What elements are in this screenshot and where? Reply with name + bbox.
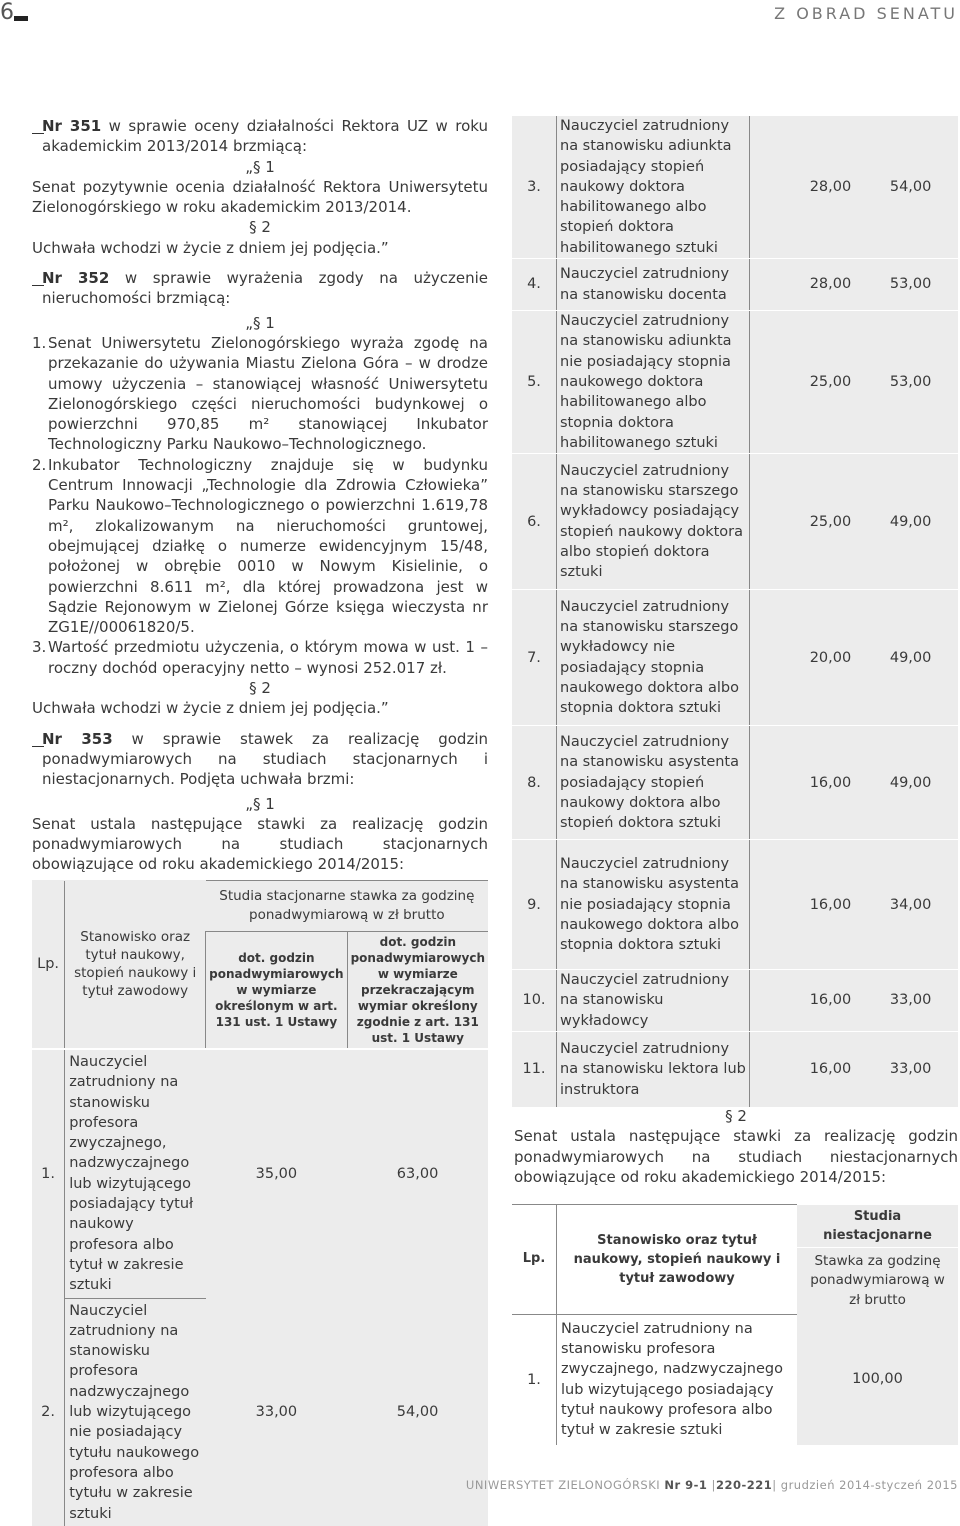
- cell-rate-b: 33,00: [863, 970, 958, 1032]
- cell-position: Nauczyciel zatrudniony na stanowisku asystenta nie posiadający stopnia naukowego doktora albo stopnia doktora sztuki: [557, 840, 750, 970]
- th-group: Studia stacjonarne stawka za godzinę ponadwymiarową w zł brutto: [206, 881, 488, 932]
- cell-lp: 9.: [512, 840, 557, 970]
- th-lp: Lp.: [32, 881, 65, 1050]
- table-row: [512, 259, 958, 311]
- cell-rate-a: 28,00: [750, 116, 864, 259]
- table-row: [512, 970, 958, 1032]
- rates-table-nonstationary: [512, 1204, 958, 1445]
- cell-rate-b: 54,00: [863, 116, 958, 259]
- item-number: 3.: [32, 638, 47, 657]
- res352-par2-heading: § 2: [249, 679, 271, 698]
- cell-position: Nauczyciel zatrudniony na stanowisku profesora nadzwyczajnego lub wizytującego nie posiadający tytułu naukowego profesora albo tytułu w zakresie sztuki: [65, 1298, 206, 1526]
- cell-rate-b: 53,00: [863, 311, 958, 454]
- cell-rate-b: 49,00: [863, 726, 958, 840]
- res352-nr: Nr 352: [42, 269, 110, 288]
- cell-position: Nauczyciel zatrudniony na stanowisku docenta: [557, 259, 750, 311]
- section2: [514, 1106, 958, 1187]
- res353-par1-heading: „§ 1: [245, 794, 275, 813]
- cell-rate-a: 25,00: [750, 311, 864, 454]
- cell-lp: 6.: [512, 454, 557, 590]
- footer-university: UNIWERSYTET ZIELONOGÓRSKI: [465, 1478, 661, 1492]
- cell-lp: 2.: [41, 1403, 56, 1420]
- th-col-a: dot. godzin ponadwymiarowych w wymiarze określonym w art. 131 ust. 1 Ustawy: [206, 932, 347, 1050]
- cell-rate-a: 20,00: [750, 590, 864, 726]
- cell-rate-b: 63,00: [396, 1166, 439, 1183]
- th-position: Stanowisko oraz tytuł naukowy, stopień naukowy i tytuł zawodowy: [65, 881, 206, 1050]
- res352-par1-heading: „§ 1: [245, 313, 275, 332]
- res352-par2: Uchwała wchodzi w życie z dniem jej podjęcia.”: [32, 699, 389, 718]
- rates-table-stationary: [32, 880, 488, 1526]
- res351-par1-heading: „§ 1: [245, 157, 275, 176]
- res351-par2: Uchwała wchodzi w życie z dniem jej podjęcia.”: [32, 238, 389, 257]
- item-text: Wartość przedmiotu użyczenia, o którym mowa w ust. 1 – roczny dochód operacyjny netto – wynosi 252.017 zł.: [48, 638, 488, 677]
- cell-position: Nauczyciel zatrudniony na stanowisku starszego wykładowcy posiadający stopień naukowy doktora albo stopień doktora sztuki: [557, 454, 750, 590]
- th-group: Studia niestacjonarne: [797, 1205, 958, 1248]
- res352-item: [32, 333, 488, 455]
- cell-rate-a: 35,00: [255, 1166, 298, 1183]
- footer-issue: Nr 9-1: [664, 1478, 708, 1492]
- cell-lp: 8.: [512, 726, 557, 840]
- section2-heading: § 2: [725, 1107, 747, 1125]
- item-number: 1.: [32, 333, 47, 352]
- cell-rate-a: 33,00: [255, 1403, 298, 1420]
- table-row: [512, 590, 958, 726]
- footer-date: grudzień 2014-styczeń 2015: [780, 1478, 958, 1492]
- table-row: [32, 1049, 488, 1298]
- footer-pages: 220-221: [715, 1478, 773, 1492]
- table-row: [512, 1032, 958, 1108]
- res352-title: [32, 268, 488, 309]
- cell-lp: 5.: [512, 311, 557, 454]
- cell-position: Nauczyciel zatrudniony na stanowisku profesora zwyczajnego, nadzwyczajnego lub wizytującego posiadający tytuł naukowy profesora albo tytuł w zakresie sztuki: [557, 1314, 798, 1445]
- th-rate: Stawka za godzinę ponadwymiarową w zł brutto: [797, 1247, 958, 1314]
- cell-rate-b: 33,00: [863, 1032, 958, 1108]
- item-number: 2.: [32, 455, 47, 474]
- th-position: Stanowisko oraz tytuł naukowy, stopień naukowy i tytuł zawodowy: [557, 1205, 798, 1315]
- cell-lp: 3.: [512, 116, 557, 259]
- table-row: [512, 116, 958, 259]
- res351-title-text: w sprawie oceny działalności Rektora UZ w roku akademickim 2013/2014 brzmiącą:: [42, 117, 488, 156]
- cell-lp: 10.: [512, 970, 557, 1032]
- res353-title: [32, 729, 488, 790]
- cell-rate-a: 16,00: [750, 970, 864, 1032]
- table-row: [512, 311, 958, 454]
- table-row: [32, 1298, 488, 1526]
- table-row: [512, 454, 958, 590]
- header-bar: [14, 16, 28, 21]
- res353-par1: Senat ustala następujące stawki za realizację godzin ponadwymiarowych na studiach stacjonarnych obowiązujące od roku akademickiego 2014/2015:: [32, 814, 488, 874]
- cell-rate: 100,00: [797, 1314, 958, 1445]
- cell-rate-a: 16,00: [750, 1032, 864, 1108]
- cell-position: Nauczyciel zatrudniony na stanowisku lektora lub instruktora: [557, 1032, 750, 1108]
- section2-text: Senat ustala następujące stawki za realizację godzin ponadwymiarowych na studiach niestacjonarnych obowiązujące od roku akademickiego 2014/2015:: [514, 1127, 958, 1186]
- item-text: Senat Uniwersytetu Zielonogórskiego wyraża zgodę na przekazanie do używania Miastu Zielona Góra – w drodze umowy użyczenia – stanowiącej własność Uniwersytetu Zielonogórskiego części nieruchomości budynkowej o powierzchni 970,85 m² stanowiącej Inkubator Technologiczny Parku Naukowo–Technologicznego.: [48, 333, 488, 454]
- res353-title-text: w sprawie stawek za realizację godzin ponadwymiarowych na studiach stacjonarnych i niestacjonarnych. Podjęta uchwała brzmi:: [42, 729, 488, 789]
- cell-position: Nauczyciel zatrudniony na stanowisku asystenta posiadający stopień naukowy doktora albo stopień doktora sztuki: [557, 726, 750, 840]
- item-text: Inkubator Technologiczny znajduje się w budynku Centrum Innowacji „Technologie dla Zdrowia Człowieka” Parku Naukowo–Technologicznego o powierzchni 1.619,78 m², zlokalizowanym na nieruchomości gruntowej, obejmującej działkę o numerze ewidencyjnym 15/48, położonej w obrębie 0010 w Nowym Kisielinie, o powierzchni 8.611 m², dla której prowadzona jest w Sądzie Rejonowym w Zielonej Górze księga wieczysta nr ZG1E//00061820/5.: [48, 455, 488, 637]
- cell-rate-a: 25,00: [750, 454, 864, 590]
- table-row: [512, 1314, 958, 1445]
- cell-rate-b: 49,00: [863, 590, 958, 726]
- res352-item: [32, 637, 488, 678]
- cell-position: Nauczyciel zatrudniony na stanowisku starszego wykładowcy nie posiadający stopnia naukowego doktora albo stopnia doktora sztuki: [557, 590, 750, 726]
- res351-nr: Nr 351: [42, 117, 102, 135]
- left-column: [32, 116, 488, 875]
- cell-rate-b: 34,00: [863, 840, 958, 970]
- th-col-b: dot. godzin ponadwymiarowych w wymiarze przekraczającym wymiar określony zgodnie z art. 131 ust. 1 Ustawy: [347, 932, 488, 1050]
- table-row: [512, 840, 958, 970]
- res351-par1: Senat pozytywnie ocenia działalność Rektora Uniwersytetu Zielonogórskiego w roku akademickim 2013/2014.: [32, 177, 488, 217]
- cell-rate-b: 53,00: [863, 259, 958, 311]
- table-row: [512, 726, 958, 840]
- cell-lp: 1.: [41, 1166, 56, 1183]
- cell-position: Nauczyciel zatrudniony na stanowisku wykładowcy: [557, 970, 750, 1032]
- cell-rate-a: 16,00: [750, 840, 864, 970]
- cell-lp: 4.: [512, 259, 557, 311]
- res353-nr: Nr 353: [42, 729, 113, 748]
- cell-position: Nauczyciel zatrudniony na stanowisku profesora zwyczajnego, nadzwyczajnego lub wizytującego posiadający tytuł naukowy profesora albo tytuł w zakresie sztuki: [65, 1049, 206, 1298]
- rates-table-continued: [512, 116, 958, 1108]
- cell-rate-b: 49,00: [863, 454, 958, 590]
- res352-item: [32, 455, 488, 638]
- cell-position: Nauczyciel zatrudniony na stanowisku adiunkta posiadający stopień naukowy doktora habilitowanego albo stopień doktora habilitowanego sztuki: [557, 116, 750, 259]
- page-footer: UNIWERSYTET ZIELONOGÓRSKI Nr 9-1 |220-221| grudzień 2014-styczeń 2015: [465, 1478, 958, 1492]
- cell-position: Nauczyciel zatrudniony na stanowisku adiunkta nie posiadający stopnia naukowego doktora habilitowanego albo stopnia doktora habilitowanego sztuki: [557, 311, 750, 454]
- res352-title-text: w sprawie wyrażenia zgody na użyczenie nieruchomości brzmiącą:: [42, 269, 489, 308]
- cell-rate-a: 16,00: [750, 726, 864, 840]
- res351-par2-heading: § 2: [249, 218, 271, 237]
- page-number: 6: [0, 0, 14, 25]
- cell-rate-a: 28,00: [750, 259, 864, 311]
- cell-lp: 11.: [512, 1032, 557, 1108]
- cell-lp: 1.: [527, 1371, 541, 1388]
- section-title: Z OBRAD SENATU: [774, 4, 958, 23]
- cell-lp: 7.: [512, 590, 557, 726]
- cell-rate-b: 54,00: [396, 1403, 439, 1420]
- th-lp: Lp.: [512, 1205, 557, 1315]
- res351-title: [32, 116, 488, 157]
